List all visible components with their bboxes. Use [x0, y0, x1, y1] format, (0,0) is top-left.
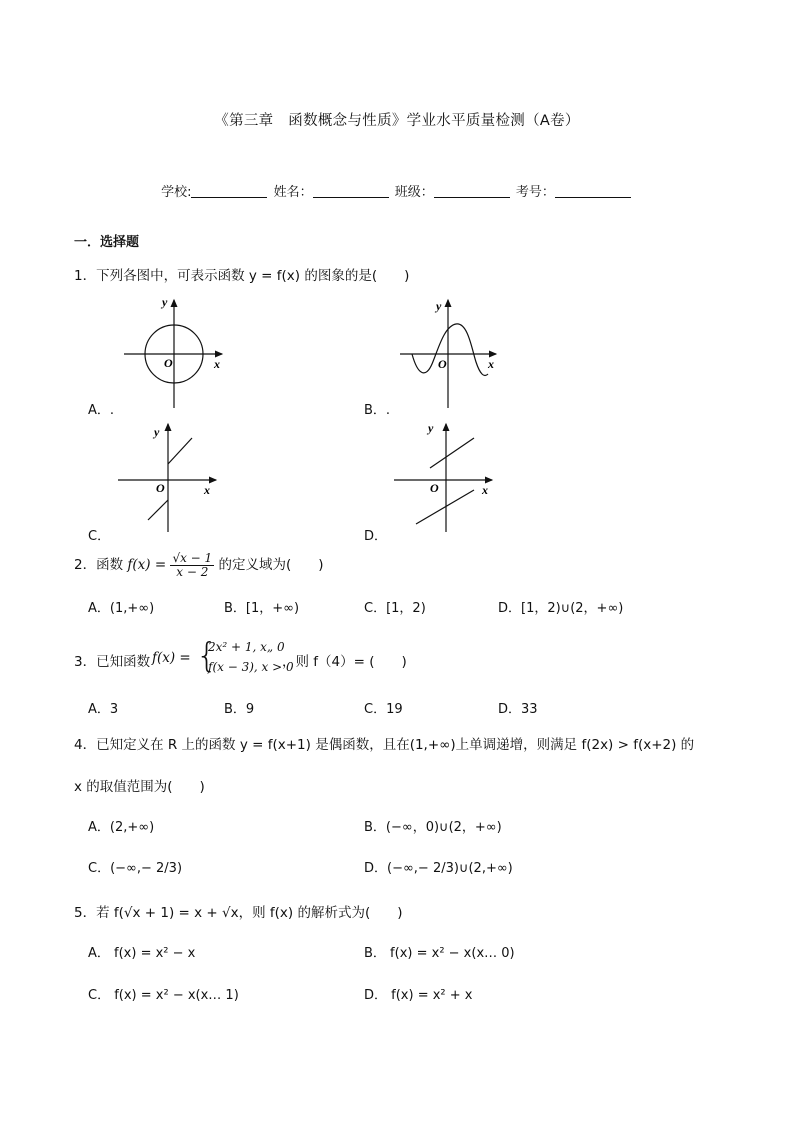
upper-line	[430, 438, 474, 468]
q3-fx: f(x) =	[152, 650, 191, 666]
q3-option-d[interactable]: D．33	[498, 702, 538, 717]
q2-fraction	[170, 552, 214, 579]
x-label: x	[482, 483, 488, 497]
q2-denominator: x − 2	[176, 564, 209, 579]
x-label: x	[214, 357, 220, 371]
section-title: 一．选择题	[74, 235, 140, 250]
q2-option-a[interactable]: A．(1,+∞)	[88, 601, 155, 616]
school-label: 学校:	[161, 185, 192, 200]
q5-option-a[interactable]: A． f(x) = x² − x	[88, 946, 196, 961]
origin-label: O	[438, 357, 447, 371]
y-label: y	[428, 421, 434, 435]
q5-option-c[interactable]: C． f(x) = x² − x(x… 1)	[88, 988, 239, 1003]
q2-option-d[interactable]: D．[1，2)∪(2，+∞)	[498, 601, 624, 616]
q1-label-c[interactable]: C．	[88, 529, 111, 544]
origin-label: O	[164, 356, 173, 370]
q4-option-b[interactable]: B．(−∞，0)∪(2，+∞)	[364, 820, 502, 835]
name-blank[interactable]	[313, 186, 389, 198]
name-label: 姓名：	[273, 185, 313, 200]
id-label: 考号：	[515, 185, 555, 200]
q2-option-c[interactable]: C．[1，2)	[364, 601, 426, 616]
origin-label: O	[156, 481, 165, 495]
q1-graph-b	[398, 296, 502, 412]
upper-segment	[168, 438, 192, 464]
q2-option-b[interactable]: B．[1，+∞)	[224, 601, 300, 616]
q4-line-2: x 的取值范围为( )	[74, 779, 205, 795]
school-blank[interactable]	[191, 186, 267, 198]
q1-graph-c	[114, 420, 224, 536]
y-label: y	[154, 425, 160, 439]
q1-graph-d	[390, 420, 500, 536]
y-label: y	[162, 296, 168, 309]
q2-fx: f(x) =	[127, 557, 167, 573]
q2-prefix: 2．函数	[74, 557, 124, 573]
q3-option-a[interactable]: A．3	[88, 702, 119, 717]
q3-case-1: 2x² + 1, x„ 0	[208, 640, 285, 654]
q1-label-b[interactable]: B．.	[364, 403, 391, 418]
q4-option-c[interactable]: C．(−∞,− 2/3)	[88, 861, 183, 876]
q2-suffix: 的定义域为( )	[218, 557, 324, 573]
q1-label-d[interactable]: D．	[364, 529, 388, 544]
lower-line	[416, 490, 474, 524]
q1-graph-a	[118, 296, 228, 412]
q5-option-d[interactable]: D． f(x) = x² + x	[364, 988, 473, 1003]
q3-case-2: f(x − 3), x > 0	[208, 660, 294, 674]
student-info-line	[0, 181, 794, 200]
id-blank[interactable]	[555, 186, 631, 198]
q4-option-a[interactable]: A．(2,+∞)	[88, 820, 155, 835]
x-label: x	[204, 483, 210, 497]
q5-option-b[interactable]: B． f(x) = x² − x(x… 0)	[364, 946, 515, 961]
q3-prefix: 3．已知函数	[74, 654, 151, 670]
x-label: x	[488, 357, 494, 371]
origin-label: O	[430, 481, 439, 495]
q3-option-b[interactable]: B．9	[224, 702, 255, 717]
q2-numerator: √x − 1	[172, 550, 213, 565]
q3-brace: {	[196, 636, 218, 676]
y-label: y	[436, 299, 442, 313]
q3-option-c[interactable]: C．19	[364, 702, 403, 717]
q4-line-1: 4．已知定义在 R 上的函数 y = f(x+1) 是偶函数，且在(1,+∞)上单调递增，则满足 f(2x) > f(x+2) 的	[74, 737, 695, 753]
wave-curve	[412, 324, 488, 376]
page-title: 《第三章 函数概念与性质》学业水平质量检测（A卷）	[214, 113, 580, 129]
q2-stem	[74, 548, 324, 582]
lower-segment	[148, 500, 168, 520]
q3-suffix: ，则 f（4）= ( )	[282, 654, 407, 670]
q4-option-d[interactable]: D．(−∞,− 2/3)∪(2,+∞)	[364, 861, 513, 876]
q5-stem: 5．若 f(√x + 1) = x + √x，则 f(x) 的解析式为( )	[74, 905, 403, 921]
class-label: 班级：	[394, 185, 434, 200]
q1-stem: 1．下列各图中，可表示函数 y = f(x) 的图象的是( )	[74, 268, 410, 284]
class-blank[interactable]	[434, 186, 510, 198]
q1-label-a[interactable]: A．.	[88, 403, 115, 418]
